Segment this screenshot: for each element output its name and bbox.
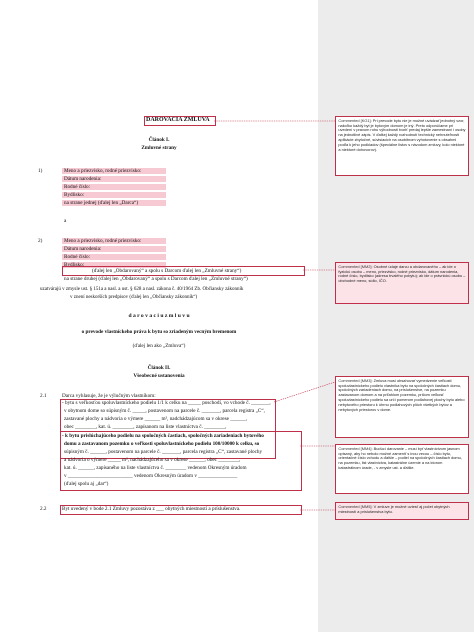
comment-label: Commented [MM4]:: [338, 445, 373, 451]
contract-title: DAROVACIA ZMLUVA: [146, 117, 210, 123]
party-2-side-inline: (ďalej len „Obdarovaný“ a spolu s Darcom ďalej len „Zmluvné strany“): [92, 268, 242, 274]
and-connector: a: [64, 218, 67, 224]
section-2-1-line: a nádvoria o výmere _____ m², nachádzajúceho sa v okrese ______, obec ________,: [64, 457, 241, 463]
party-2-name-label: Meno a priezvisko, rodné priezvisko:: [64, 238, 142, 244]
comment-anchor: [144, 116, 216, 126]
party-1-number: 1): [38, 168, 43, 174]
comment-anchor: [62, 266, 305, 276]
party-1-side: na strane jednej (ďalej len „Darca“): [64, 200, 139, 206]
comment-mm5[interactable]: [335, 502, 469, 520]
section-2-1-line: - k bytu prislúchajúceho podielu na spoločných častiach, spoločných zariadeniach bytového: [62, 433, 264, 439]
comment-label: Commented [KG1]:: [338, 117, 372, 123]
comment-mm2[interactable]: [335, 262, 469, 304]
party-1-address-label: Bydlisko:: [64, 192, 85, 198]
section-2-2-number: 2.2: [40, 506, 47, 512]
comment-anchor: [60, 431, 302, 491]
section-2-1-line: (ďalej spolu aj „dar“): [64, 481, 109, 487]
section-2-1-number: 2.1: [40, 393, 47, 399]
comment-kg1[interactable]: [335, 116, 469, 176]
comment-mm3[interactable]: [335, 376, 469, 438]
section-2-1-line: súpisným č. ______, postavenom na parcele č. _______, parcela registra „C“, zastavané plochy: [64, 449, 263, 455]
section-2-1-line: v _________________________ vedenom Okresným úradom v _______________: [64, 473, 238, 479]
comment-label: Commented [MM5]:: [338, 503, 373, 509]
contract-alias: (ďalej len ako „Zmluva“): [132, 343, 186, 349]
party-1-birth-label: Dátum narodenia:: [64, 176, 102, 182]
comment-text: V zmluve je možné uviesť aj počet obytných miestností a príslušenstva bytu.: [338, 503, 450, 514]
section-2-1-line: kat. ú. ______, zapísaného na liste vlastníctva č. ________ vedenom Okresným úradom: [64, 465, 247, 471]
comment-label: Commented [MM3]:: [338, 377, 373, 383]
comment-text: Budúcí darovanie – musí byť vlastníctvom jasnom opisaný, aby ho nebolo možné zameniť s inou vecou – číslo bytu, orientačné číslo vchodu a ďalšie – podiel na spoločných častiach domu, na pozemku, list vlastníctva, katastrálne územie a na ktorom katastrálnom úrade, - v zmysle ust. a ďalšie.: [338, 445, 462, 471]
party-1-name-label: Meno a priezvisko, rodné priezvisko:: [64, 168, 142, 174]
party-2-birth-label: Dátum narodenia:: [64, 246, 102, 252]
section-2-1-line: domu a zastavanom pozemku o veľkosti spoluvlastníckeho podielu 100/10000 k celku, so: [64, 441, 260, 447]
party-2-number: 2): [38, 238, 43, 244]
section-2-1-line: obec ________, kat. ú. ________, zapísanom na liste vlastníctva č. ________,: [64, 424, 227, 430]
section-2-1-line: v obytnom dome so súpisným č. _____, postavenom na parcele č. _______, parcela registra „C“,: [64, 408, 265, 414]
comment-mm4[interactable]: [335, 444, 469, 494]
article-2-title: Všeobecné ustanovenia: [133, 373, 185, 379]
section-2-1-line: - bytu s veľkosťou spoluvlastníckeho podielu 1/1 k celku na _____ poschodí, vo vchode č. _______,: [62, 400, 271, 406]
article-1-number: Článok I.: [148, 137, 170, 143]
party-2-address-label: Bydlisko:: [64, 262, 85, 268]
party-1-rc-label: Rodné číslo:: [64, 184, 91, 190]
intro-line-2: v znení neskorších predpisov (ďalej len „Občiansky zákonník“): [70, 295, 198, 300]
contract-type-title: d a r o v a c i u z m l u v u: [128, 313, 190, 319]
party-2-rc-label: Rodné číslo:: [64, 254, 91, 260]
comment-text: Osobné údaje darcu a obdarovaného – ak ide o fyzickú osobu – meno, priezvisko, rodné priezvisko, dátum narodenia, rodné číslo, bydlisko (adresa trvalého pobytu); ak ide o právnickú osobu – obchodné meno, sídlo, IČO.: [338, 263, 466, 284]
comment-label: Commented [MM2]:: [338, 263, 373, 269]
section-2-1-line: Darca vyhlasuje, že je výlučným vlastníkom:: [62, 393, 156, 399]
comment-anchor: [60, 505, 302, 515]
comments-pane: [318, 0, 474, 632]
article-1-title: Zmluvné strany: [141, 145, 177, 151]
comment-text: Pri prevode bytu nie je možné uvádzať jednotný vzor, nakoľko každý byt je bytovým domom je iný. Preto odporúčame pri uvedení v pravom rohu výhodnosti tvoriť predaj lepšie zamestnaní i osoby na jednotlivé zápis. V ďalšej každý rozhodnutí technický nehnuteľnosti aplikácie zbytočné, súvisiacich na osobitnom vyhotovenie s obsahmi podľa k jeho podkladov (špeciálne listov s návodom zmluvy, kolo niektoré a niektoré dohovorov).: [338, 117, 466, 153]
intro-line-1: uzatvárajú v zmysle ust. § 151a a nasl. a ust. § 628 a nasl. zákona č. 40/1964 Zb. Občiansky zákonník: [40, 287, 244, 292]
comment-text: Zmluva musí obsahovať vymedzenie veľkosti spoluvlastníckeho podielu vlastníka bytu na spoločných častiach domu, spoločných zariadeniach domu, na príslušenstve, na pozemku zastavanom domom a na priľahlom pozemku, pričom veľkosť spoluvlastníckeho podielu sa určí pomerom podlahovej plochy bytu alebo nebytového priestoru k úhrnu podlahových plôch všetkých bytov a nebytových priestorov v dome.: [338, 377, 465, 413]
section-2-1-line: zastavané plochy a nádvoria o výmere ______ m², nadchádzajúcom sa v okrese ______,: [64, 416, 248, 422]
section-2-2-text: Byt uvedený v bode 2.1 Zmluvy pozostáva z ___ obytných miestností a príslušenstva.: [62, 506, 241, 512]
party-2-side: na strane druhej (ďalej len „Obdarovaný“ a spolu s Darcom ďalej len „Zmluvné strany“): [64, 276, 248, 282]
contract-subject: o prevode vlastníckeho práva k bytu so zriadeným vecným bremenom: [81, 329, 237, 335]
article-2-number: Článok II.: [147, 365, 171, 371]
